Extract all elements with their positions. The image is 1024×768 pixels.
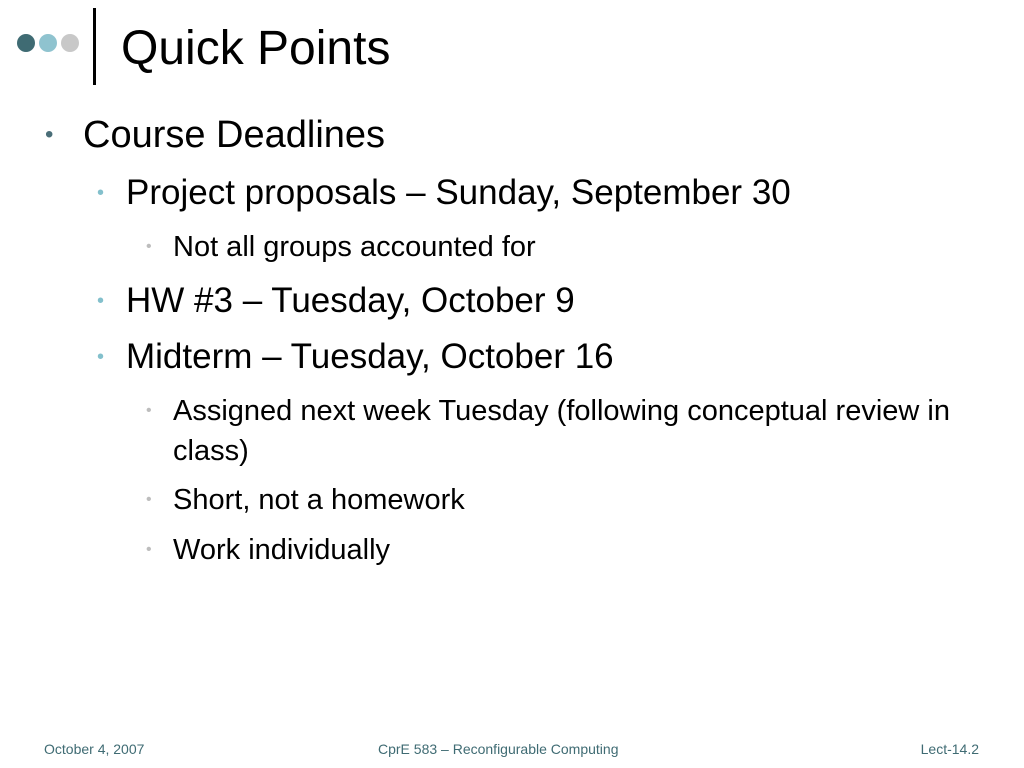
bullet-text: Not all groups accounted for xyxy=(173,231,536,263)
bullet-text: Work individually xyxy=(173,534,391,566)
bullet-course-deadlines xyxy=(45,112,385,158)
footer-course: CprE 583 – Reconfigurable Computing xyxy=(378,741,619,757)
bullet-icon: • xyxy=(146,491,152,508)
bullet-not-all-groups xyxy=(146,227,963,267)
bullet-icon: • xyxy=(97,346,105,368)
bullet-icon: • xyxy=(97,290,105,312)
footer-slide-number: Lect-14.2 xyxy=(920,741,979,757)
bullet-text: HW #3 – Tuesday, October 9 xyxy=(126,281,575,320)
bullet-assigned-next-week xyxy=(146,391,963,471)
bullet-icon: • xyxy=(146,541,152,558)
bullet-icon: • xyxy=(45,121,54,148)
bullet-hw3 xyxy=(97,280,575,322)
bullet-text: Course Deadlines xyxy=(83,114,386,156)
bullet-text: Midterm – Tuesday, October 16 xyxy=(126,337,614,376)
bullet-icon: • xyxy=(146,402,152,419)
bullet-project-proposals xyxy=(97,172,791,214)
slide-title: Quick Points xyxy=(121,22,391,75)
bullet-midterm xyxy=(97,336,614,378)
bullet-text: Project proposals – Sunday, September 30 xyxy=(126,173,791,212)
bullet-work-individually xyxy=(146,530,963,570)
footer-date: October 4, 2007 xyxy=(44,741,145,757)
bullet-text: Short, not a homework xyxy=(173,484,465,516)
bullet-text: Assigned next week Tuesday (following conceptual review in class) xyxy=(173,395,950,467)
bullet-icon: • xyxy=(146,238,152,255)
bullet-short xyxy=(146,480,963,520)
bullet-icon: • xyxy=(97,182,105,204)
